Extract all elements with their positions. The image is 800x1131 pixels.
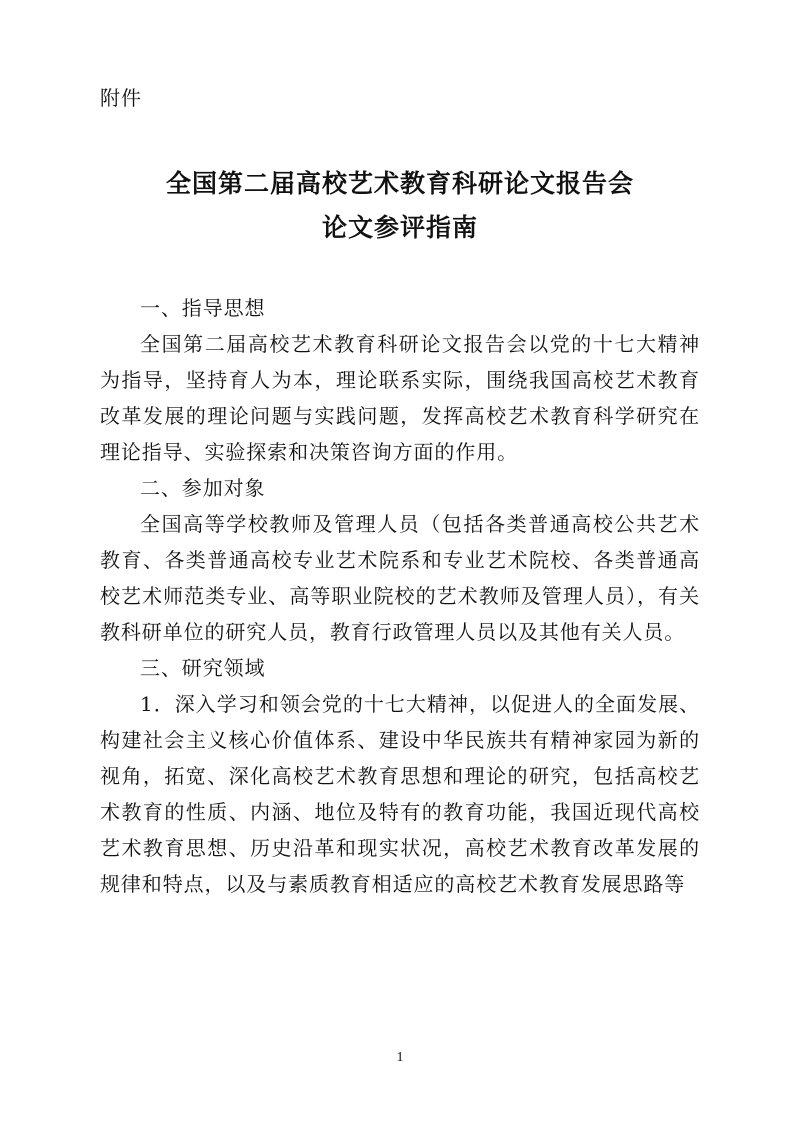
document-body — [100, 290, 700, 902]
attachment-label: 附件 — [100, 86, 142, 110]
section-heading-participants: 二、参加对象 — [140, 476, 266, 500]
paragraph-participants: 全国高等学校教师及管理人员（包括各类普通高校公共艺术教育、各类普通高校专业艺术院系和专业艺术院校、各类普通高校艺术师范类专业、高等职业院校的艺术教师及管理人员），有关教科研单位的研究人员，教育行政管理人员以及其他有关人员。 — [100, 512, 700, 644]
page-number: 1 — [396, 1050, 404, 1065]
section-heading-research-areas: 三、研究领域 — [140, 656, 266, 680]
section-heading-guiding-ideology: 一、指导思想 — [140, 296, 266, 320]
paragraph-research-area-1: 1．深入学习和领会党的十七大精神，以促进人的全面发展、构建社会主义核心价值体系、建设中华民族共有精神家园为新的视角，拓宽、深化高校艺术教育思想和理论的研究，包括高校艺术教育的性质、内涵、地位及特有的教育功能，我国近现代高校艺术教育思想、历史沿革和现实状况，高校艺术教育改革发展的规律和特点，以及与素质教育相适应的高校艺术教育发展思路等 — [100, 692, 700, 896]
document-title-line2: 论文参评指南 — [321, 213, 478, 242]
document-title-line1: 全国第二届高校艺术教育科研论文报告会 — [165, 169, 634, 198]
paragraph-guiding-ideology: 全国第二届高校艺术教育科研论文报告会以党的十七大精神为指导，坚持育人为本，理论联系实际，围绕我国高校艺术教育改革发展的理论问题与实践问题，发挥高校艺术教育科学研究在理论指导、实验探索和决策咨询方面的作用。 — [100, 332, 700, 464]
